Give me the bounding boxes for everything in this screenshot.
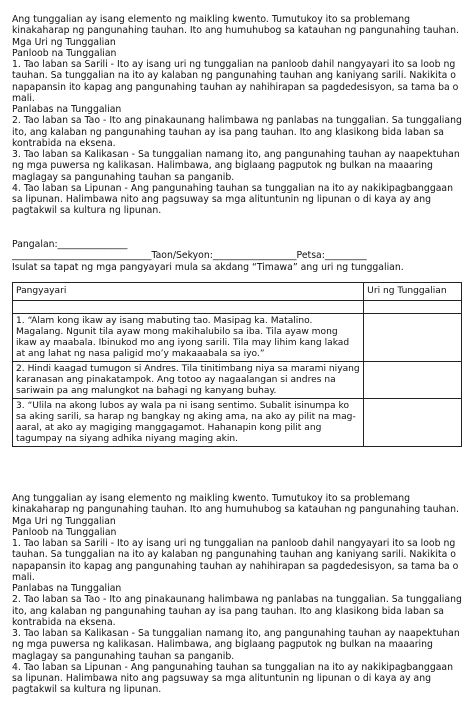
- lesson-item-society: 4. Tao laban sa Lipunan - Ang pangunahing tauhan sa tunggalian na ito ay nakikipagbanggaan sa lipunan. Halimbawa nito ang pagsuway sa mga alituntunin ng lipunan o di kaya ay ang pagtakwil sa kultura ng lipunan.: [12, 182, 454, 217]
- lesson-item-self-repeat: 1. Tao laban sa Sarili - Ito ay isang uri ng tunggalian na panloob dahil nangyayari ito sa loob ng tauhan. Sa tunggalian na ito ay kalaban ng pangunahing tauhan ang kaniyang sarili. Nakikita o napapansin ito kapag ang pangunahing tauhan ay nahihirapan sa pagdedesisyon, sa tama ba o mali.: [12, 538, 459, 583]
- lesson-heading-external-repeat: Panlabas na Tunggalian: [12, 583, 122, 594]
- header-conflict-type: Uri ng Tunggalian: [364, 283, 462, 301]
- lesson-item-society-repeat: 4. Tao laban sa Lipunan - Ang pangunahing tauhan sa tunggalian na ito ay nakikipagbanggaan sa lipunan. Halimbawa nito ang pagsuway sa mga alituntunin ng lipunan o di kaya ay ang pagtakwil sa kultura ng lipunan.: [12, 661, 454, 696]
- lesson-intro-repeat: Ang tunggalian ay isang elemento ng maikling kwento. Tumutukoy ito sa problemang kinakaharap ng pangunahing tauhan. Ito ang humuhubog sa katauhan ng pangunahing tauhan.: [12, 493, 459, 516]
- spacer-cell: [364, 301, 462, 314]
- event-cell-1: 1. “Alam kong ikaw ay isang mabuting tao. Masipag ka. Matalino. Magalang. Ngunit tila ayaw mong makihalubilo sa iba. Tila ayaw mong ikaw ay maabala. Ibinukod mo ang iyong sarili. Tila may lihim kang lakad at ang lahat ng nasa paligid mo’y makaaabala sa iyo.”: [13, 314, 364, 362]
- lesson-item-nature-repeat: 3. Tao laban sa Kalikasan - Sa tunggalian namang ito, ang pangunahing tauhan ay naapektuhan ng mga puwersa ng kalikasan. Halimbawa, ang biglaang pagputok ng bulkan na maaaring maglagay sa pangunahing tauhan sa panganib.: [12, 628, 460, 662]
- lesson-heading-internal-repeat: Panloob na Tunggalian: [12, 526, 117, 538]
- answer-cell-2[interactable]: [364, 362, 462, 399]
- lesson-item-person: 2. Tao laban sa Tao - Ito ang pinakaunang halimbawa ng panlabas na tunggalian. Sa tunggaliang ito, ang kalaban ng pangunahing tauhan ay isa pang tauhan. Ito ang klasikong bida laban sa kontrabida na eksena.: [12, 115, 462, 149]
- lesson-item-self: 1. Tao laban sa Sarili - Ito ay isang uri ng tunggalian na panloob dahil nangyayari ito sa loob ng tauhan. Sa tunggalian na ito ay kalaban ng pangunahing tauhan ang kaniyang sarili. Nakikita o napapansin ito kapag ang pangunahing tauhan ay nahihirapan sa pagdedesisyon, sa tama ba o mali.: [12, 59, 459, 104]
- lesson-intro: Ang tunggalian ay isang elemento ng maikling kwento. Tumutukoy ito sa problemang kinakaharap ng pangunahing tauhan. Ito ang humuhubog sa katauhan ng pangunahing tauhan.: [12, 14, 459, 37]
- name-field[interactable]: Pangalan:_______________: [12, 238, 128, 250]
- lesson-item-person-repeat: 2. Tao laban sa Tao - Ito ang pinakaunang halimbawa ng panlabas na tunggalian. Sa tunggaliang ito, ang kalaban ng pangunahing tauhan ay isa pang tauhan. Ito ang klasikong bida laban sa kontrabida na eksena.: [12, 594, 462, 628]
- lesson-item-nature: 3. Tao laban sa Kalikasan - Sa tunggalian namang ito, ang pangunahing tauhan ay naapektuhan ng mga puwersa ng kalikasan. Halimbawa, ang biglaang pagputok ng bulkan na maaaring maglagay sa pangunahing tauhan sa panganib.: [12, 149, 460, 183]
- table-header-row: [13, 283, 462, 301]
- lesson-heading-internal: Panloob na Tunggalian: [12, 47, 117, 59]
- lesson-text: [12, 14, 464, 217]
- event-cell-2: 2. Hindi kaagad tumugon si Andres. Tila tinitimbang niya sa marami niyang karanasan ang pinakatampok. Ang totoo ay nagaalangan si andres na sariwain pa ang malungkot na bahagi ng kanyang buhay.: [13, 362, 364, 399]
- lesson-heading-types-repeat: Mga Uri ng Tunggalian: [12, 515, 116, 527]
- answer-cell-1[interactable]: [364, 314, 462, 362]
- lesson-text-repeat: [12, 493, 464, 696]
- header-event: Pangyayari: [13, 283, 364, 301]
- answer-cell-3[interactable]: [364, 399, 462, 447]
- table-row: [13, 399, 462, 447]
- section-gap: [12, 217, 464, 239]
- lesson-heading-types: Mga Uri ng Tunggalian: [12, 36, 116, 48]
- spacer-cell: [13, 301, 364, 314]
- table-row: [13, 314, 462, 362]
- lesson-heading-external: Panlabas na Tunggalian: [12, 104, 122, 115]
- table-row: [13, 362, 462, 399]
- worksheet-page: [12, 14, 464, 696]
- activity-table: [12, 282, 462, 447]
- table-spacer-row: [13, 301, 462, 314]
- event-cell-3: 3. “Ulila na akong lubos ay wala pa ni isang sentimo. Subalit isinumpa ko sa aking sarili, sa harap ng bangkay ng aking ama, na ako ay pilit na mag-aaral, at ako ay magiging manggagamot. Hahanapin kong pilit ang tagumpay na siyang adhika niyang maging akin.: [13, 399, 364, 447]
- year-section-date-field[interactable]: ______________________________Taon/Sekyon:__________________Petsa:_________: [12, 250, 367, 261]
- instruction-text: Isulat sa tapat ng mga pangyayari mula sa akdang “Timawa” ang uri ng tunggalian.: [12, 261, 404, 273]
